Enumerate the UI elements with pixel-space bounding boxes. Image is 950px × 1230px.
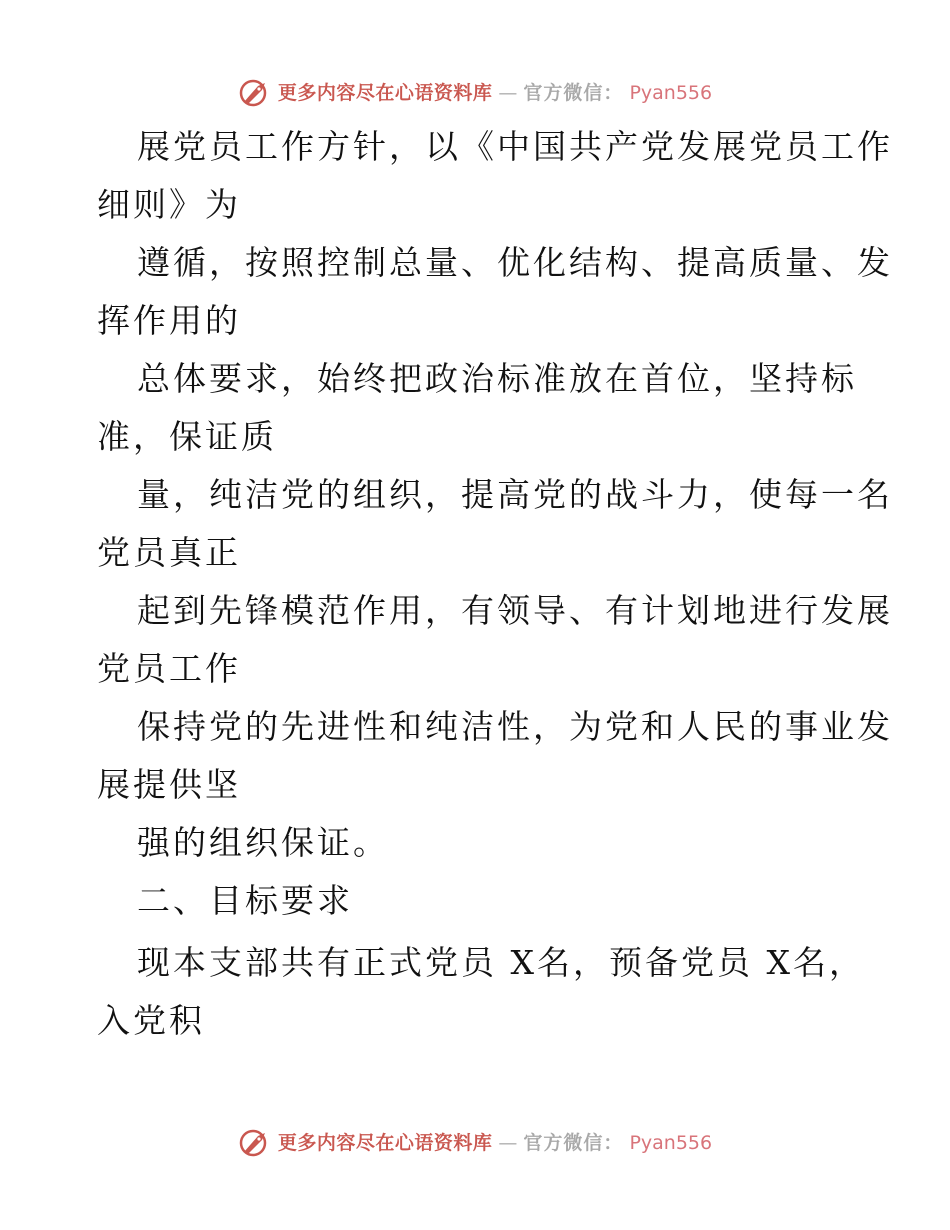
body-line: 展党员工作方针，以《中国共产党发展党员工作 — [137, 127, 893, 166]
section-heading: 二、目标要求 — [137, 881, 353, 920]
body-line: 现本支部共有正式党员 X名，预备党员 X名， — [137, 943, 865, 982]
body-line: 遵循，按照控制总量、优化结构、提高质量、发 — [137, 243, 893, 282]
body-line: 量，纯洁党的组织，提高党的战斗力，使每一名 — [137, 475, 893, 514]
body-line: 总体要求，始终把政治标准放在首位，坚持标 — [137, 359, 857, 398]
body-line: 展提供坚 — [97, 765, 241, 804]
watermark-dash: — — [498, 82, 518, 104]
watermark-wechat-id: Pyan556 — [629, 1132, 713, 1154]
watermark-dash: — — [498, 1132, 518, 1154]
body-line: 细则》为 — [97, 185, 241, 224]
footer-watermark — [0, 1128, 950, 1158]
watermark-wechat-id: Pyan556 — [629, 82, 713, 104]
watermark-wechat-label: 官方微信： — [523, 82, 624, 104]
body-line: 挥作用的 — [97, 301, 241, 340]
body-line: 起到先锋模范作用，有领导、有计划地进行发展 — [137, 591, 893, 630]
pen-nib-icon — [238, 78, 272, 108]
body-line: 党员真正 — [97, 533, 241, 572]
header-watermark — [0, 78, 950, 108]
body-line: 党员工作 — [97, 649, 241, 688]
body-line: 入党积 — [97, 1001, 205, 1040]
watermark-main-text: 更多内容尽在心语资料库 — [277, 82, 493, 104]
body-line: 准，保证质 — [97, 417, 277, 456]
pen-nib-icon — [238, 1128, 272, 1158]
body-line: 保持党的先进性和纯洁性，为党和人民的事业发 — [137, 707, 893, 746]
watermark-wechat-label: 官方微信： — [523, 1132, 624, 1154]
watermark-main-text: 更多内容尽在心语资料库 — [277, 1132, 493, 1154]
body-line: 强的组织保证。 — [137, 823, 389, 862]
